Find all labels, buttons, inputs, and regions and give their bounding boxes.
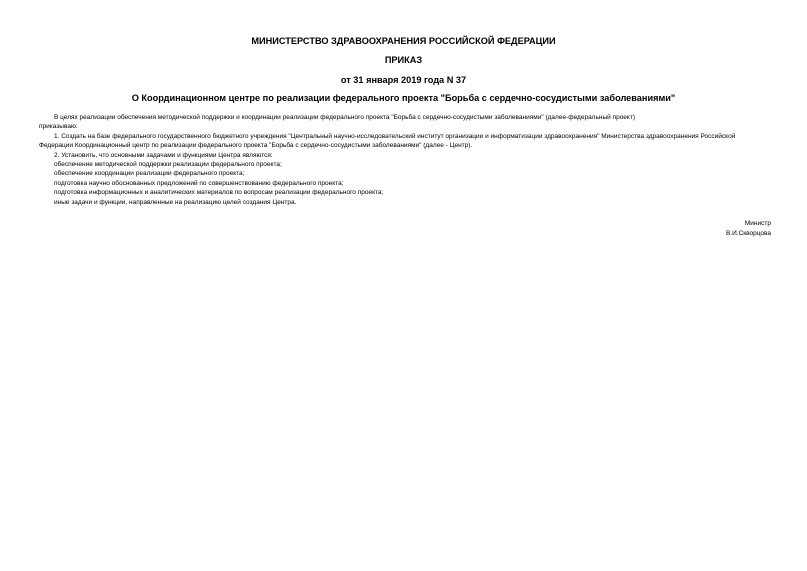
paragraph-task-4: подготовка информационных и аналитических материалов по вопросам реализации федерального проекта;: [54, 189, 384, 197]
document-title: О Координационном центре по реализации федерального проекта "Борьба с сердечно-сосудистыми заболеваниями": [131, 93, 676, 103]
date-number-heading: от 31 января 2019 года N 37: [340, 75, 467, 85]
ministry-heading: МИНИСТЕРСТВО ЗДРАВООХРАНЕНИЯ РОССИЙСКОЙ ФЕДЕРАЦИИ: [251, 36, 556, 46]
paragraph-task-2: обеспечение координации реализации федерального проекта;: [54, 170, 245, 178]
paragraph-task-5: иные задачи и функции, направленные на реализацию целей создания Центра.: [54, 198, 297, 206]
paragraph-order-word: приказываю:: [39, 123, 78, 131]
paragraph-item-1: 1. Создать на базе федерального государственного бюджетного учреждения "Центральный научно-исследовательский институт организации и информатизации здравоохранения" Министерства здравоохранения Российской Федерации Координационный центр по реализации федерального проекта "Борьба с сердечно-сосудистыми заболеваниями" (далее - Центр).: [39, 132, 736, 150]
signature-block: [726, 219, 771, 239]
paragraph-preamble: В целях реализации обеспечения методической поддержки и координации реализации федерального проекта "Борьба с сердечно-сосудистыми заболеваниями" (далее-федеральный проект): [54, 114, 635, 121]
signature-name: В.И.Скворцова: [725, 229, 771, 237]
signature-position: Министр: [744, 220, 771, 227]
paragraph-task-1: обеспечение методической поддержки реализации федерального проекта;: [54, 161, 282, 169]
document-type-heading: ПРИКАЗ: [384, 55, 423, 65]
paragraph-task-3: подготовка научно обоснованных предложений по совершенствованию федерального проекта;: [54, 179, 344, 187]
document-body: [39, 113, 771, 207]
paragraph-item-2: 2. Установить, что основными задачами и функциями Центра являются:: [54, 151, 273, 159]
